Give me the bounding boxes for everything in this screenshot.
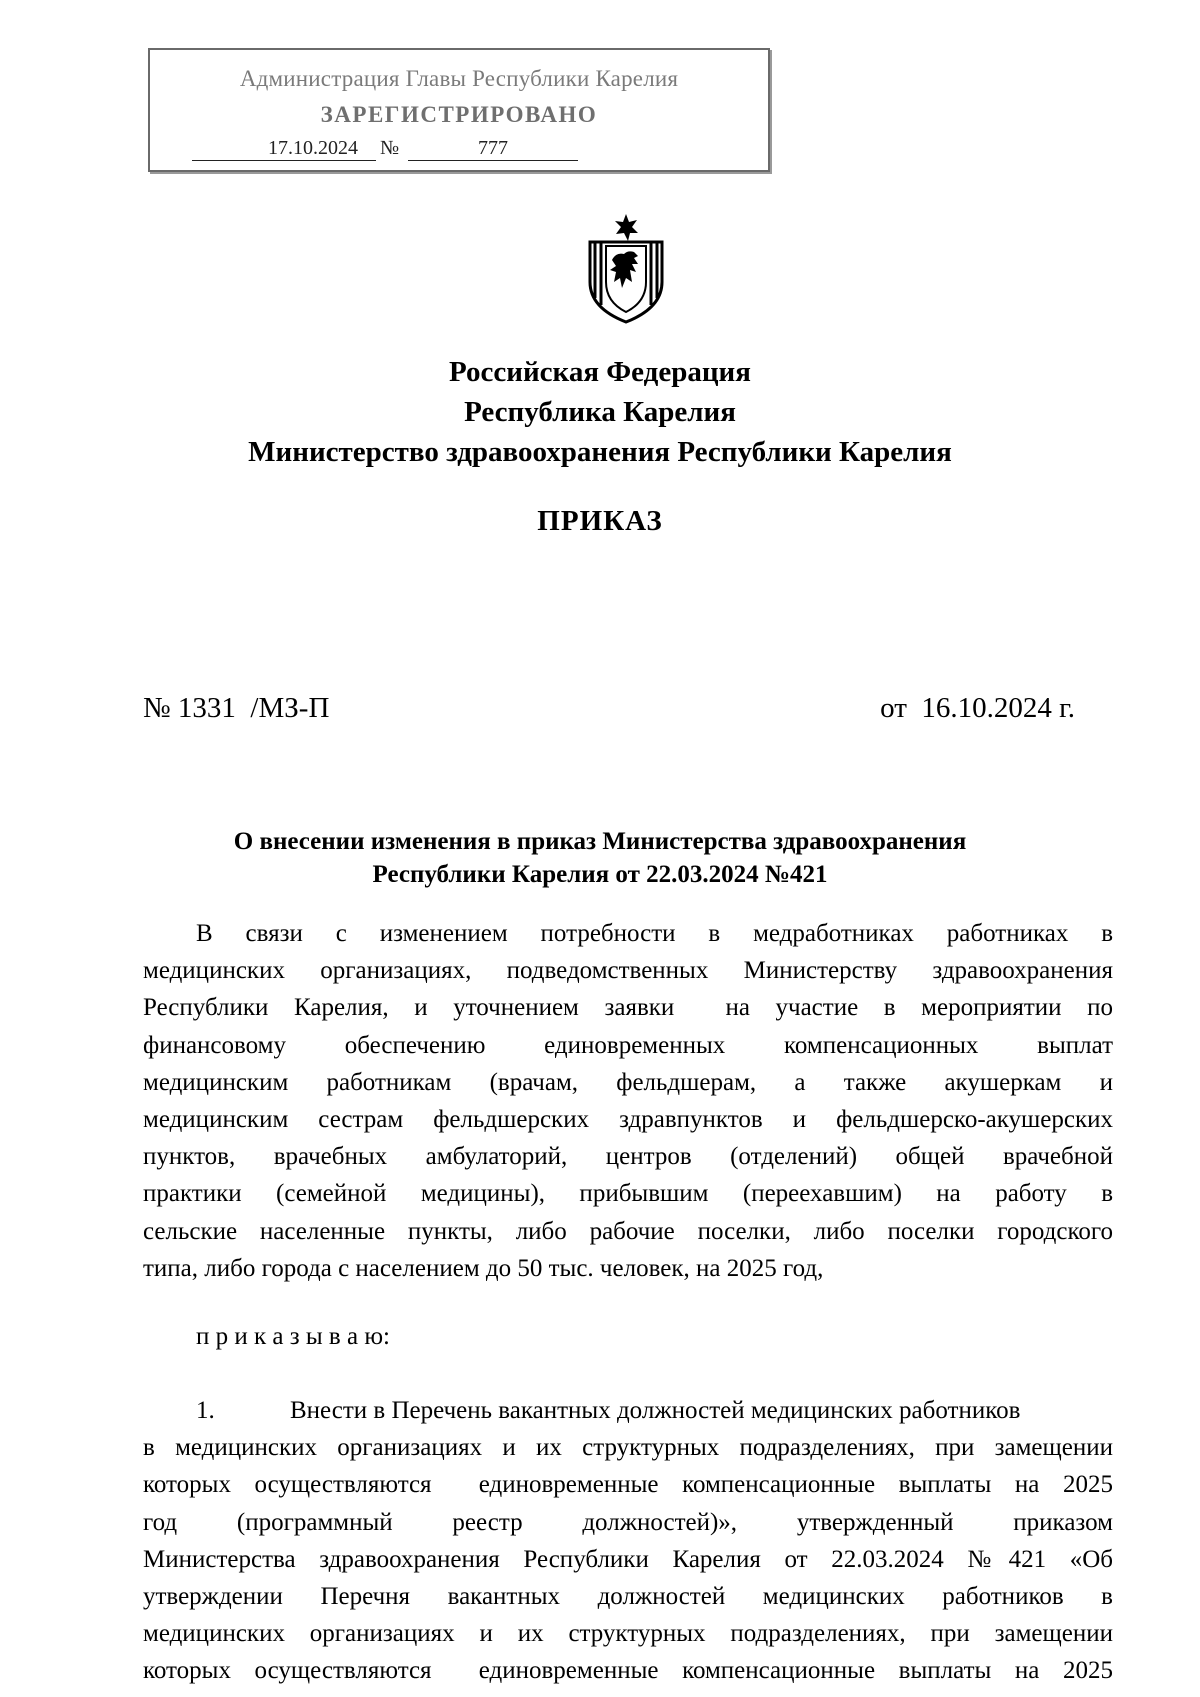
preamble-line: сельские населенные пункты, либо рабочие поселки, либо поселки городского: [143, 1217, 1113, 1245]
header-federation: Российская Федерация: [449, 356, 751, 388]
preamble-line: медицинских организациях, подведомственных Министерству здравоохранения: [143, 957, 1113, 985]
item-1-line: утверждении Перечня вакантных должностей медицинских работников в: [143, 1582, 1113, 1610]
stamp-authority: Администрация Главы Республики Карелия: [239, 66, 679, 91]
preamble-line: типа, либо города с населением до 50 тыс. человек, на 2025 год,: [143, 1254, 824, 1282]
header-ministry: Министерство здравоохранения Республики Карелия: [248, 436, 952, 468]
order-verb: п р и к а з ы в а ю:: [196, 1323, 390, 1350]
registration-stamp: [148, 48, 770, 172]
document-type: ПРИКАЗ: [537, 505, 663, 537]
order-number: № 1331 /МЗ-П: [143, 692, 330, 724]
stamp-number: 777: [408, 136, 578, 161]
preamble-line: медицинским сестрам фельдшерских здравпунктов и фельдшерско-акушерских: [143, 1105, 1113, 1133]
header-republic: Республика Карелия: [464, 396, 736, 428]
item-1-line: Министерства здравоохранения Республики Карелия от 22.03.2024 №421 «Об: [143, 1545, 1113, 1573]
stamp-number-sign: №: [380, 137, 400, 159]
item-1-line: которых осуществляются единовременные компенсационные выплаты на 2025: [143, 1657, 1113, 1685]
preamble-line: практики (семейной медицины), прибывшим (переехавшим) на работу в: [143, 1180, 1113, 1208]
item-1-line: Внести в Перечень вакантных должностей медицинских работников: [290, 1397, 1021, 1424]
item-1-line: медицинских организациях и их структурных подразделениях, при замещении: [143, 1620, 1113, 1648]
subject-line-2: Республики Карелия от 22.03.2024 №421: [372, 861, 828, 888]
preamble-line: В связи с изменением потребности в медработниках работниках в: [196, 920, 1113, 947]
stamp-registered: ЗАРЕГИСТРИРОВАНО: [320, 102, 598, 127]
stamp-registration-line: [192, 136, 578, 161]
stamp-date: 17.10.2024: [192, 136, 376, 161]
order-date: от 16.10.2024 г.: [880, 692, 1075, 724]
preamble-line: Республики Карелия, и уточнением заявки на участие в мероприятии по: [143, 994, 1113, 1022]
preamble-paragraph: [143, 915, 1113, 1287]
preamble-line: финансовому обеспечению единовременных компенсационных выплат: [143, 1031, 1113, 1059]
subject-line-1: О внесении изменения в приказ Министерства здравоохранения: [233, 828, 967, 855]
preamble-line: пунктов, врачебных амбулаторий, центров (отделений) общей врачебной: [143, 1143, 1113, 1171]
item-1-number: 1.: [196, 1397, 215, 1424]
item-1-line: которых осуществляются единовременные компенсационные выплаты на 2025: [143, 1471, 1113, 1499]
item-1-first-line: [143, 1392, 1113, 1429]
preamble-line: медицинским работникам (врачам, фельдшерам, а также акушеркам и: [143, 1068, 1113, 1096]
item-1-line: год (программный реестр должностей)», утвержденный приказом: [143, 1508, 1113, 1536]
item-1-paragraph: [143, 1392, 1113, 1690]
item-1-line: в медицинских организациях и их структурных подразделениях, при замещении: [143, 1434, 1113, 1462]
coat-of-arms-karelia-icon: [582, 212, 670, 324]
